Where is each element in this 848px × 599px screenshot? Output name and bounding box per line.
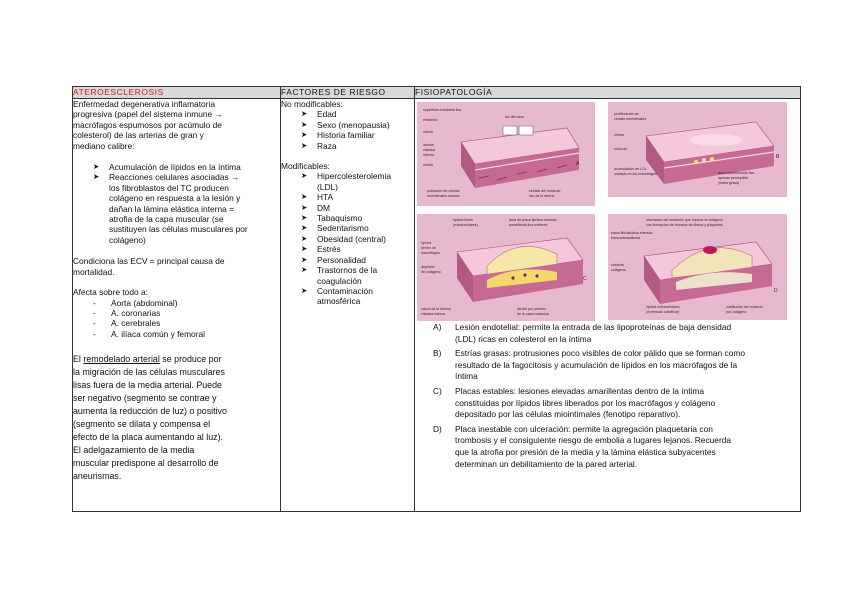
svg-text:macrófagos: macrófagos bbox=[421, 251, 440, 255]
arrow-bullet-icon: ➤ bbox=[301, 130, 308, 140]
arrow-bullet-icon: ➤ bbox=[301, 223, 308, 233]
stages-list bbox=[415, 322, 800, 470]
afecta-list bbox=[73, 298, 280, 340]
svg-text:íntima: íntima bbox=[614, 133, 624, 137]
arrow-bullet-icon: ➤ bbox=[93, 172, 100, 182]
modificables-title: Modificables: bbox=[281, 161, 330, 172]
svg-text:lámina: lámina bbox=[423, 143, 434, 147]
header-ateroesclerosis: ATEROESCLEROSIS bbox=[73, 87, 281, 99]
svg-text:por colágeno: por colágeno bbox=[726, 310, 747, 314]
list-item: ➤ Contaminación atmosférica bbox=[301, 285, 373, 307]
afecta-title: Afecta sobre todo a: bbox=[73, 287, 148, 298]
arrow-bullet-icon: ➤ bbox=[301, 285, 308, 295]
content-row bbox=[73, 99, 801, 512]
list-item: ➤ Sedentarismo bbox=[301, 223, 369, 234]
svg-text:colágena: colágena bbox=[611, 268, 626, 272]
svg-text:miointimales escasa: miointimales escasa bbox=[427, 194, 460, 198]
svg-text:músculo: músculo bbox=[614, 147, 628, 151]
list-item: ➤ Reacciones celulares asociadas → los fibroblastos del TC producen colágeno en respuesta a la lesión y dañan la lámina elástica interna = atrofia de la capa muscular (se sustituyen las células musculares por colágeno) bbox=[93, 172, 248, 245]
svg-text:superficie endotelial lisa: superficie endotelial lisa bbox=[423, 108, 462, 112]
svg-text:acumulación de LDL: acumulación de LDL bbox=[614, 167, 647, 171]
list-item: - A. ilíaca común y femoral bbox=[93, 328, 206, 339]
svg-text:células del músculo: células del músculo bbox=[529, 189, 561, 193]
svg-text:íntima: íntima bbox=[423, 130, 433, 134]
list-item: - A. cerebrales bbox=[93, 318, 161, 329]
arrow-bullet-icon: ➤ bbox=[301, 140, 308, 150]
list-item: ➤ Trastornos de la coagulación bbox=[301, 265, 378, 286]
content-table bbox=[72, 86, 801, 512]
factores-cell bbox=[281, 99, 415, 512]
svg-text:lípidos libres: lípidos libres bbox=[453, 218, 473, 222]
fisiopatologia-cell bbox=[415, 99, 801, 512]
svg-text:rotura de la lámina: rotura de la lámina bbox=[421, 307, 451, 311]
list-item: - Aorta (abdominal) bbox=[93, 297, 178, 308]
svg-text:elástica: elástica bbox=[423, 148, 436, 152]
arrow-bullet-icon: ➤ bbox=[301, 202, 308, 212]
svg-text:lípidos extracelulares: lípidos extracelulares bbox=[646, 305, 680, 309]
svg-text:D: D bbox=[774, 288, 778, 294]
svg-text:oxidado en los macrófagos: oxidado en los macrófagos bbox=[614, 172, 657, 176]
remodelado-text: El remodelado arterial se produce por la migración de las células musculares lisas fuera de la media arterial. Puede ser negativo (segmento se contrae y aumenta la reducción de luz) o positivo (segmento se dilata y compensa el efecto de la placa aumentando al luz). El adelgazamiento de la media muscular predispone al desarrollo de aneurismas. bbox=[73, 354, 227, 482]
list-item: ➤ HTA bbox=[301, 192, 334, 203]
figure-a-lesion-endotelial bbox=[417, 102, 595, 206]
svg-text:cubierta: cubierta bbox=[611, 263, 624, 267]
svg-text:C: C bbox=[583, 276, 587, 282]
list-item: ➤ Personalidad bbox=[301, 254, 366, 265]
illustration-grid bbox=[415, 102, 800, 322]
svg-text:de colágeno: de colágeno bbox=[421, 270, 441, 274]
mechanism-list bbox=[73, 162, 280, 245]
stage-a: A) Lesión endotelial: permite la entrada de las lipoproteínas de baja densidad (LDL) ricas en colesterol en la íntima bbox=[433, 322, 732, 344]
list-item: ➤ Hipercolesterolemia (LDL) bbox=[301, 171, 392, 192]
definition: Enfermedad degenerativa inflamatoria progresiva (papel del sistema inmune → macrófagos espumosos por acúmulo de colesterol) de las arterias de gran y mediano calibre: bbox=[73, 99, 223, 151]
arrow-bullet-icon: ➤ bbox=[301, 244, 308, 254]
svg-text:área sobreelevada lisa: área sobreelevada lisa bbox=[718, 171, 755, 175]
arrow-bullet-icon: ➤ bbox=[301, 213, 308, 223]
list-item: ➤ Estrés bbox=[301, 244, 341, 255]
svg-text:(a menudo calcificar): (a menudo calcificar) bbox=[646, 310, 680, 314]
header-factores-riesgo: FACTORES DE RIESGO bbox=[281, 87, 415, 99]
header-fisiopatologia: FISIOPATOLOGÍA bbox=[415, 87, 801, 99]
svg-text:luz del vaso: luz del vaso bbox=[505, 115, 524, 119]
list-item: ➤ Acumulación de lípidos en la íntima bbox=[93, 162, 241, 173]
svg-text:(extracelulares): (extracelulares) bbox=[453, 223, 478, 227]
list-item: ➤ Edad bbox=[301, 109, 337, 120]
arrow-bullet-icon: ➤ bbox=[301, 109, 308, 119]
svg-text:población de células: población de células bbox=[427, 189, 460, 193]
svg-text:de la capa muscular: de la capa muscular bbox=[517, 312, 550, 316]
figure-c-placas-estables bbox=[417, 214, 595, 321]
svg-text:depósito: depósito bbox=[421, 265, 435, 269]
svg-text:células miointimales: células miointimales bbox=[614, 117, 647, 121]
svg-text:A: A bbox=[576, 161, 580, 167]
svg-text:blanca/amarillenta: blanca/amarillenta bbox=[611, 236, 641, 240]
arrow-bullet-icon: ➤ bbox=[301, 192, 308, 202]
svg-text:(estría grasa): (estría grasa) bbox=[718, 181, 740, 185]
no-modificables-list bbox=[281, 109, 414, 151]
modificables-list bbox=[281, 171, 414, 306]
stage-b: B) Estrías grasas: protrusiones poco visibles de color pálido que se forman como resultado de la fagocitosis y acumulación de lípidos en los macrófagos de la íntima bbox=[433, 348, 746, 382]
stage-c: C) Placas estables: lesiones elevadas amarillentas dentro de la íntima constituidas por lípidos libres liberados por los macrófagos y colágeno depositado por las células miointimales (fenotipo reparativo). bbox=[433, 385, 716, 420]
condiciona-text: Condiciona las ECV = principal causa de mortalidad. bbox=[73, 256, 225, 277]
figure-b-estrias-grasas bbox=[606, 102, 789, 206]
arrow-bullet-icon: ➤ bbox=[301, 119, 308, 129]
svg-text:interna: interna bbox=[423, 153, 434, 157]
stage-d: D) Placa inestable con ulceración: permite la agregación plaquetaria con trombosis y el consiguiente riesgo de embolia a lugares lejanos. Recuerda que la atrofia por presión de la media y la lámina elástica subyacentes determinan un debilitamiento de la pared arterial. bbox=[433, 423, 732, 469]
arrow-bullet-icon: ➤ bbox=[93, 162, 100, 172]
arrow-bullet-icon: ➤ bbox=[301, 233, 308, 243]
list-item: ➤ DM bbox=[301, 202, 331, 213]
svg-text:ulceración del endotelio que e: ulceración del endotelio que expone el colágeno bbox=[646, 218, 723, 222]
list-item: ➤ Tabaquismo bbox=[301, 213, 363, 224]
arrow-bullet-icon: ➤ bbox=[301, 265, 308, 275]
list-item: ➤ Historia familiar bbox=[301, 130, 375, 141]
header-row bbox=[73, 87, 801, 99]
svg-text:endotelio: endotelio bbox=[423, 118, 438, 122]
svg-text:elástica interna: elástica interna bbox=[421, 312, 446, 316]
svg-text:placa fibrolipídica elevada: placa fibrolipídica elevada bbox=[611, 231, 653, 235]
list-item: ➤ Obesidad (central) bbox=[301, 233, 386, 244]
arrow-bullet-icon: ➤ bbox=[301, 171, 308, 181]
svg-text:lípidos: lípidos bbox=[421, 241, 432, 245]
arrow-bullet-icon: ➤ bbox=[301, 254, 308, 264]
figure-d-placa-inestable bbox=[606, 212, 789, 322]
svg-text:atrofia por presión: atrofia por presión bbox=[517, 307, 546, 311]
remodelado-term: remodelado arterial bbox=[83, 354, 160, 365]
list-item: ➤ Raza bbox=[301, 140, 337, 151]
ateroesclerosis-cell bbox=[73, 99, 281, 512]
svg-text:liso de la arteria: liso de la arteria bbox=[529, 194, 555, 198]
svg-text:B: B bbox=[776, 154, 780, 160]
svg-text:sustitución del músculo: sustitución del músculo bbox=[726, 305, 764, 309]
svg-text:dentro de: dentro de bbox=[421, 246, 437, 250]
list-item: - A. coronarias bbox=[93, 307, 161, 318]
svg-text:con formación de trombos de fi: con formación de trombos de fibrina y plaquetas bbox=[646, 223, 723, 227]
svg-text:área de placa lipídica elevada: área de placa lipídica elevada bbox=[509, 218, 557, 222]
svg-text:apenas perceptible: apenas perceptible bbox=[718, 176, 749, 180]
no-modificables-title: No modificables: bbox=[281, 99, 343, 109]
svg-text:amarillenta lisa evidente: amarillenta lisa evidente bbox=[509, 223, 548, 227]
svg-text:proliferación de: proliferación de bbox=[614, 112, 639, 116]
list-item: ➤ Sexo (menopausia) bbox=[301, 119, 390, 130]
svg-text:media: media bbox=[423, 163, 433, 167]
